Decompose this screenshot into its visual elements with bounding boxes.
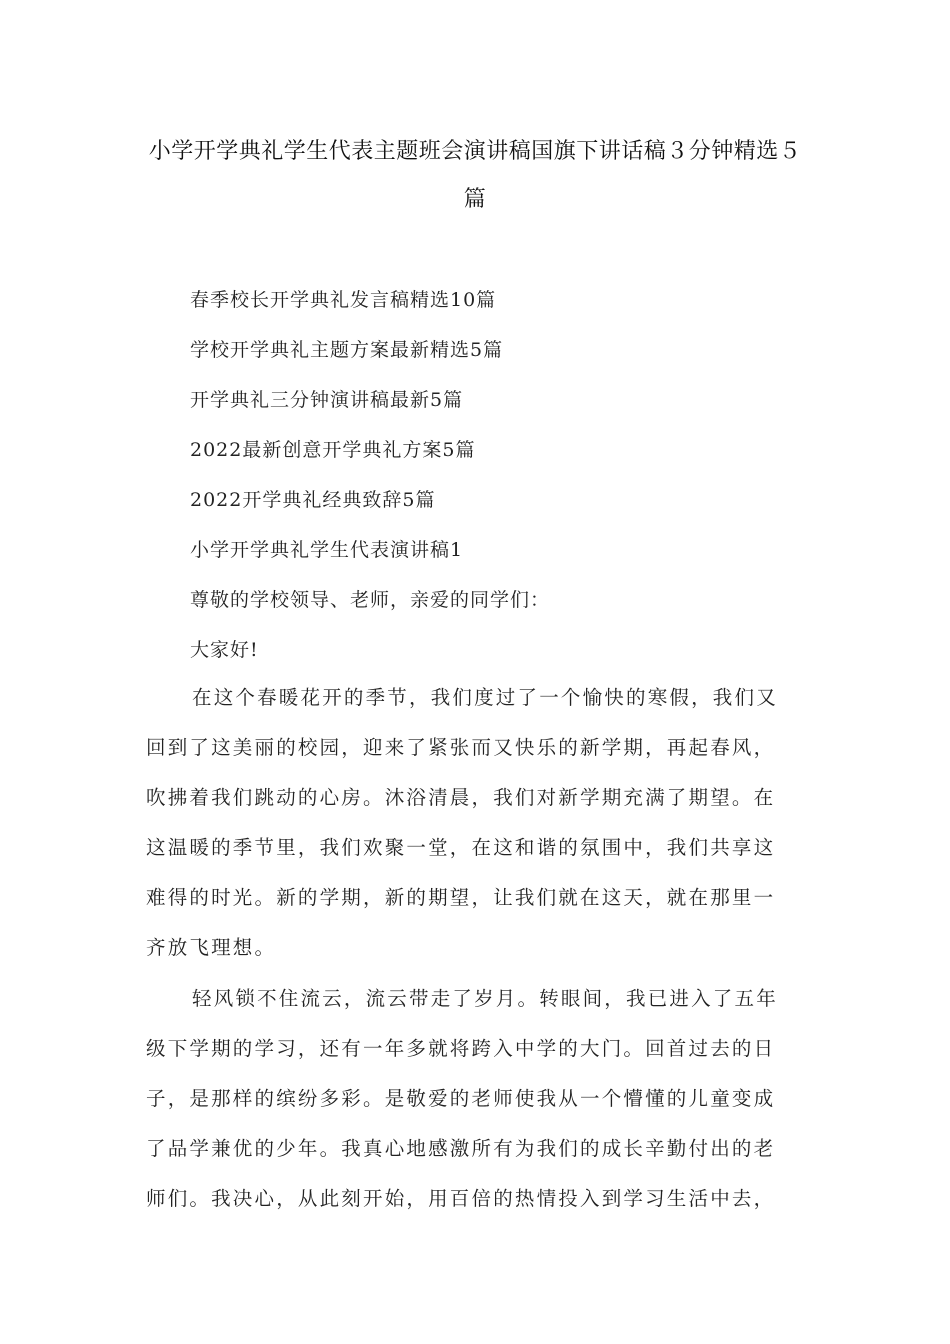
title-line-2: 篇 — [463, 187, 487, 212]
toc-item: 春季校长开学典礼发言稿精选10篇 — [190, 289, 497, 311]
paragraph-line: 子，是那样的缤纷多彩。是敬爱的老师使我从一个懵懂的儿童变成 — [146, 1087, 776, 1110]
toc-item: 开学典礼三分钟演讲稿最新5篇 — [190, 389, 464, 411]
greeting: 大家好! — [190, 639, 259, 661]
body-paragraph-1 — [146, 673, 810, 973]
paragraph-line: 齐放飞理想。 — [146, 936, 277, 959]
paragraph-line: 在这个春暖花开的季节，我们度过了一个愉快的寒假，我们又 — [192, 686, 778, 709]
paragraph-line: 轻风锁不住流云，流云带走了岁月。转眼间，我已进入了五年 — [192, 987, 778, 1010]
salutation: 尊敬的学校领导、老师，亲爱的同学们： — [190, 589, 551, 611]
toc-item: 2022最新创意开学典礼方案5篇 — [190, 439, 476, 461]
paragraph-line: 了品学兼优的少年。我真心地感激所有为我们的成长辛勤付出的老 — [146, 1137, 776, 1160]
paragraph-line: 师们。我决心，从此刻开始，用百倍的热情投入到学习生活中去， — [146, 1187, 776, 1210]
toc-item: 2022开学典礼经典致辞5篇 — [190, 489, 436, 511]
paragraph-line: 级下学期的学习，还有一年多就将跨入中学的大门。回首过去的日 — [146, 1037, 776, 1060]
paragraph-line: 吹拂着我们跳动的心房。沐浴清晨，我们对新学期充满了期望。在 — [146, 786, 776, 809]
title-line-1: 小学开学典礼学生代表主题班会演讲稿国旗下讲话稿３分钟精选５ — [148, 139, 802, 164]
paragraph-line: 难得的时光。新的学期，新的期望，让我们就在这天，就在那里一 — [146, 886, 776, 909]
paragraph-line: 回到了这美丽的校园，迎来了紧张而又快乐的新学期，再起春风， — [146, 736, 776, 759]
paragraph-line: 这温暖的季节里，我们欢聚一堂，在这和谐的氛围中，我们共享这 — [146, 836, 776, 859]
document-title — [140, 128, 810, 224]
speech-heading: 小学开学典礼学生代表演讲稿1 — [190, 539, 464, 561]
toc-item: 学校开学典礼主题方案最新精选5篇 — [190, 339, 504, 361]
toc-list — [190, 282, 550, 682]
body-paragraph-2 — [146, 974, 810, 1224]
